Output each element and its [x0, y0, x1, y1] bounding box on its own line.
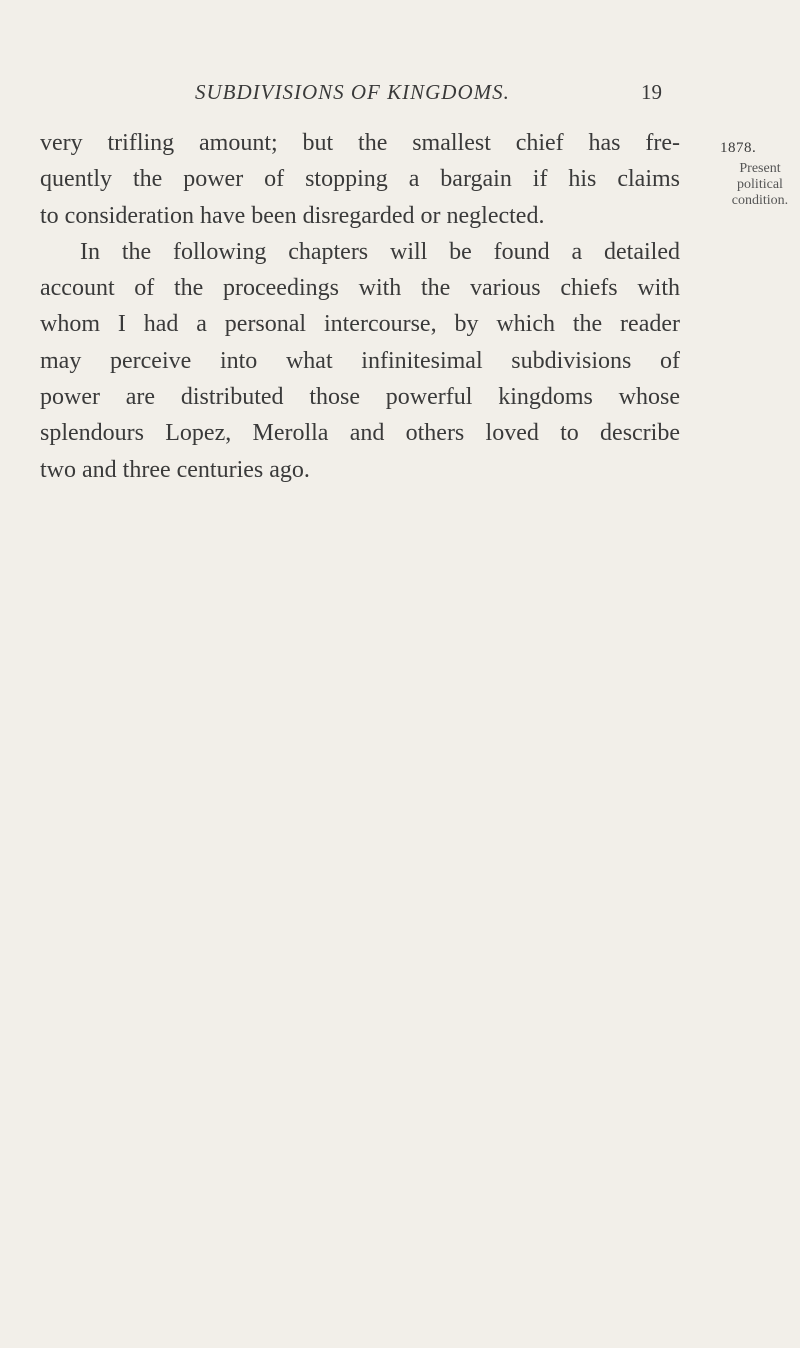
text-line: may perceive into what infinitesimal subdivisions of [40, 347, 680, 374]
margin-note-line: condition. [731, 193, 789, 208]
page-number: 19 [641, 80, 662, 104]
text-line: quently the power of stopping a bargain if his claims [40, 166, 680, 193]
margin-note-line: Present [739, 161, 781, 176]
text-line: to consideration have been disregarded or neglected. [40, 202, 545, 229]
text-line: very trifling amount; but the smallest chief has fre- [40, 130, 680, 156]
text-line: splendours Lopez, Merolla and others loved to describe [40, 420, 680, 447]
body-text [40, 125, 680, 488]
text-line: two and three centuries ago. [40, 456, 310, 483]
margin-note [722, 161, 798, 209]
text-line: power are distributed those powerful kingdoms whose [40, 384, 680, 411]
margin-year: 1878. [720, 140, 757, 156]
running-head: SUBDIVISIONS OF KINGDOMS. [195, 80, 510, 104]
text-line: account of the proceedings with the various chiefs with [40, 275, 680, 302]
text-line: whom I had a personal intercourse, by which the reader [40, 311, 680, 338]
text-line: In the following chapters will be found a detailed [80, 238, 680, 265]
margin-note-line: political [737, 177, 783, 192]
